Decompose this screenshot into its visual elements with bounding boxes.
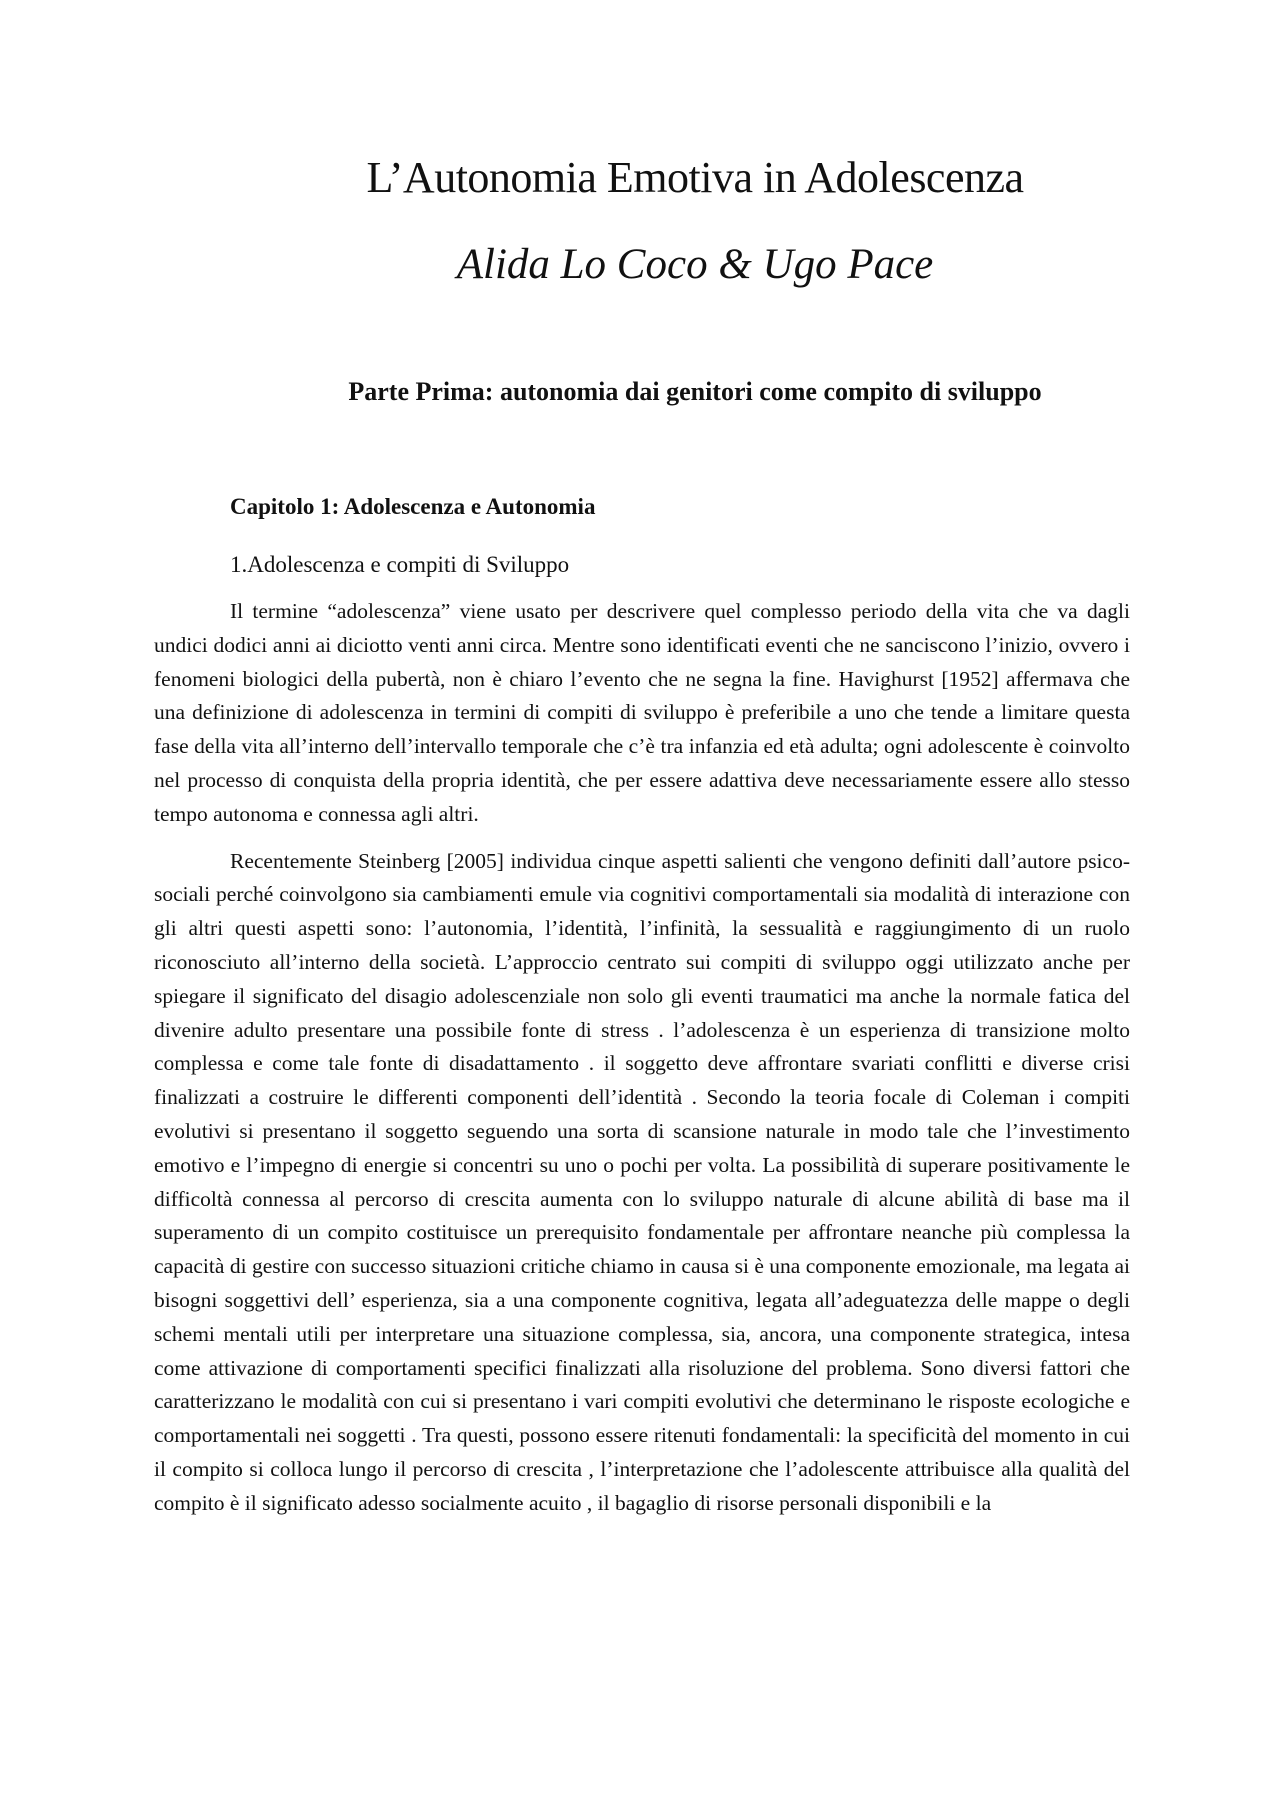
paragraph: Il termine “adolescenza” viene usato per descrivere quel complesso periodo della vita che va dagli undici dodici anni ai diciotto venti anni circa. Mentre sono identificati eventi che ne sanciscono l’inizio, ovvero i fenomeni biologici della pubertà, non è chiaro l’evento che ne segna la fine. Havighurst [1952] affermava che una definizione di adolescenza in termini di compiti di sviluppo è preferibile a uno che tende a limitare questa fase della vita all’interno dell’intervallo temporale che c’è tra infanzia ed età adulta; ogni adolescente è coinvolto nel processo di conquista della propria identità, che per essere adattiva deve necessariamente essere allo stesso tempo autonoma e connessa agli altri. <box>154 599 1130 826</box>
body-text <box>154 595 1130 1534</box>
paragraph: Recentemente Steinberg [2005] individua cinque aspetti salienti che vengono definiti dall’autore psico-sociali perché coinvolgono sia cambiamenti emule via cognitivi comportamentali sia modalità di interazione con gli altri questi aspetti sono: l’autonomia, l’identità, l’infinità, la sessualità e raggiungimento di un ruolo riconosciuto all’interno della società. L’approccio centrato sui compiti di sviluppo oggi utilizzato anche per spiegare il significato del disagio adolescenziale non solo gli eventi traumatici ma anche la normale fatica del divenire adulto presentare una possibile fonte di stress . l’adolescenza è un esperienza di transizione molto complessa e come tale fonte di disadattamento . il soggetto deve affrontare svariati conflitti e diverse crisi finalizzati a costruire le differenti componenti dell’identità . Secondo la teoria focale di Coleman i compiti evolutivi si presentano il soggetto seguendo una sorta di scansione naturale in modo tale che l’investimento emotivo e l’impegno di energie si concentri su uno o pochi per volta. La possibilità di superare positivamente le difficoltà connessa al percorso di crescita aumenta con lo sviluppo naturale di alcune abilità di base ma il superamento di un compito costituisce un prerequisito fondamentale per affrontare neanche più complessa la capacità di gestire con successo situazioni critiche chiamo in causa si è una componente emozionale, ma legata ai bisogni soggettivi dell’ esperienza, sia a una componente cognitiva, legata all’adeguatezza delle mappe o degli schemi mentali utili per interpretare una situazione complessa, sia, ancora, una componente strategica, intesa come attivazione di comportamenti specifici finalizzati alla risoluzione del problema. Sono diversi fattori che caratterizzano le modalità con cui si presentano i vari compiti evolutivi che determinano le risposte ecologiche e comportamentali nei soggetti . Tra questi, possono essere ritenuti fondamentali: la specificità del momento in cui il compito si colloca lungo il percorso di crescita , l’interpretazione che l’adolescente attribuisce alla qualità del compito è il significato adesso socialmente acuito , il bagaglio di risorse personali disponibili e la <box>154 848 1130 1515</box>
document-authors: Alida Lo Coco & Ugo Pace <box>456 241 934 288</box>
document-title: L’Autonomia Emotiva in Adolescenza <box>366 153 1024 202</box>
part-title: Parte Prima: autonomia dai genitori come compito di sviluppo <box>348 377 1042 406</box>
section-title: 1.Adolescenza e compiti di Sviluppo <box>230 552 570 577</box>
chapter-title: Capitolo 1: Adolescenza e Autonomia <box>230 494 596 519</box>
